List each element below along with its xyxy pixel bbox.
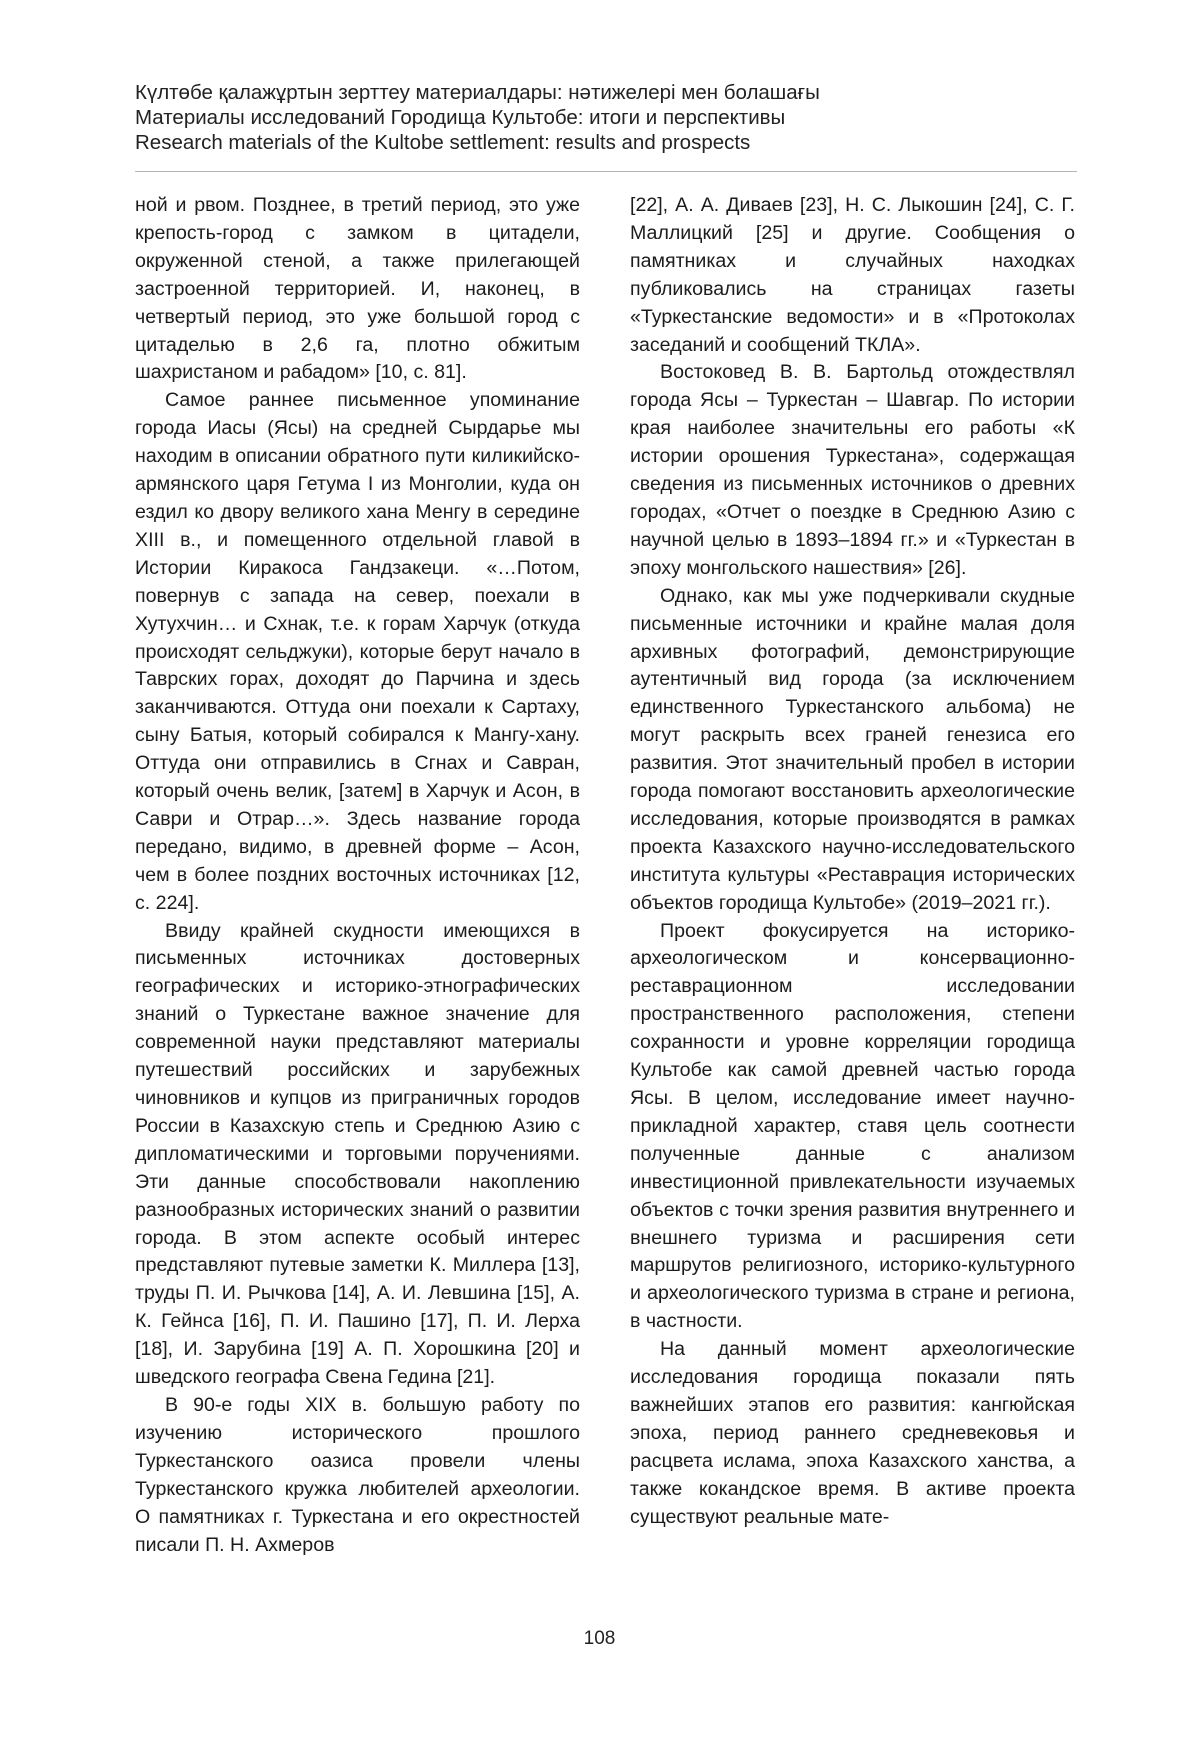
left-column bbox=[135, 192, 580, 1559]
right-column bbox=[630, 192, 1075, 1532]
paragraph: В 90-е годы XIX в. большую работу по изучению исторического прошлого Туркестанского оазиса провели члены Туркестанского кружка любителей археологии. О памятниках г. Туркестана и его окрестностей писали П. Н. Ахмеров bbox=[135, 1393, 580, 1556]
header-title-kazakh: Күлтөбе қалажұртын зерттеу материалдары: нәтижелері мен болашағы bbox=[135, 81, 820, 104]
header-divider bbox=[135, 171, 1077, 172]
paragraph: [22], А. А. Диваев [23], Н. С. Лыкошин [24], С. Г. Маллицкий [25] и другие. Сообщения о памятниках и случайных находках публиковались на страницах газеты «Туркестанские ведомости» и в «Протоколах заседаний и сообщений ТКЛА». bbox=[630, 194, 1075, 356]
page-number: 108 bbox=[583, 1628, 616, 1649]
paragraph: Самое раннее письменное упоминание города Иасы (Ясы) на средней Сырдарье мы находим в описании обратного пути киликийско-армянского царя Гетума I из Монголии, куда он ездил ко двору великого хана Менгу в середине XIII в., и помещенного отдельной главой в Истории Киракоса Гандзакеци. «…Потом, повернув с запада на север, поехали в Хутухчин… и Схнак, т.е. к горам Харчук (откуда происходят сельджуки), которые берут начало в Таврских горах, доходят до Парчина и здесь заканчиваются. Оттуда они поехали к Сартаху, сыну Батыя, который собирался к Мангу-хану. Оттуда они отправились в Сгнах и Савран, который очень велик, [затем] в Харчук и Асон, в Саври и Отрар…». Здесь название города передано, видимо, в древней форме – Асон, чем в более поздних восточных источниках [12, с. 224]. bbox=[135, 389, 580, 914]
paragraph: Ввиду крайней скудности имеющихся в письменных источниках достоверных географических и историко-этнографических знаний о Туркестане важное значение для современной науки представляют материалы путешествий российских и зарубежных чиновников и купцов из приграничных городов России в Казахскую степь и Среднюю Азию с дипломатическими и торговыми поручениями. Эти данные способствовали накоплению разнообразных исторических знаний о развитии города. В этом аспекте особый интерес представляют путевые заметки К. Миллера [13], труды П. И. Рычкова [14], А. И. Левшина [15], А. К. Гейнса [16], П. И. Пашино [17], П. И. Лерха [18], И. Зарубина [19] А. П. Хорошкина [20] и шведского географа Свена Гедина [21]. bbox=[135, 919, 580, 1389]
header-title-russian: Материалы исследований Городища Культобе: итоги и перспективы bbox=[135, 106, 786, 129]
running-header bbox=[135, 80, 1077, 155]
paragraph: Востоковед В. В. Бартольд отождествлял города Ясы – Туркестан – Шавгар. По истории края наиболее значительны его работы «К истории орошения Туркестана», содержащая сведения из письменных источников о древних городах, «Отчет о поездке в Среднюю Азию с научной целью в 1893–1894 гг.» и «Туркестан в эпоху монгольского нашествия» [26]. bbox=[630, 361, 1075, 579]
paragraph: Однако, как мы уже подчеркивали скудные письменные источники и крайне малая доля архивных фотографий, демонстрирующие аутентичный вид города (за исключением единственного Туркестанского альбома) не могут раскрыть всех граней генезиса его развития. Этот значительный пробел в истории города помогают восстановить археологические исследования, которые производятся в рамках проекта Казахского научно-исследовательского института культуры «Реставрация исторических объектов городища Культобе» (2019–2021 гг.). bbox=[630, 584, 1075, 914]
header-title-english: Research materials of the Kultobe settlement: results and prospects bbox=[135, 131, 751, 154]
paragraph: Проект фокусируется на историко-археологическом и консервационно-реставрационном исследовании пространственного расположения, степени сохранности и уровне корреляции городища Культобе как самой древней частью города Ясы. В целом, исследование имеет научно-прикладной характер, ставя цель соотнести полученные данные с анализом инвестиционной привлекательности изучаемых объектов с точки зрения развития внутреннего и внешнего туризма и расширения сети маршрутов религиозного, историко-культурного и археологического туризма в стране и регионa, в частности. bbox=[630, 919, 1075, 1333]
paragraph: На данный момент археологические исследования городища показали пять важнейших этапов его развития: кангюйская эпоха, период раннего средневековья и расцвета ислама, эпоха Казахского ханства, а также кокандское время. В активе проекта существуют реальные мате- bbox=[630, 1338, 1075, 1528]
paragraph: ной и рвом. Позднее, в третий период, это уже крепость-город с замком в цитадели, окруженной стеной, а также прилегающей застроенной территорией. И, наконец, в четвертый период, это уже большой город с цитаделью в 2,6 га, плотно обжитым шахристаном и рабадом» [10, с. 81]. bbox=[135, 194, 580, 384]
